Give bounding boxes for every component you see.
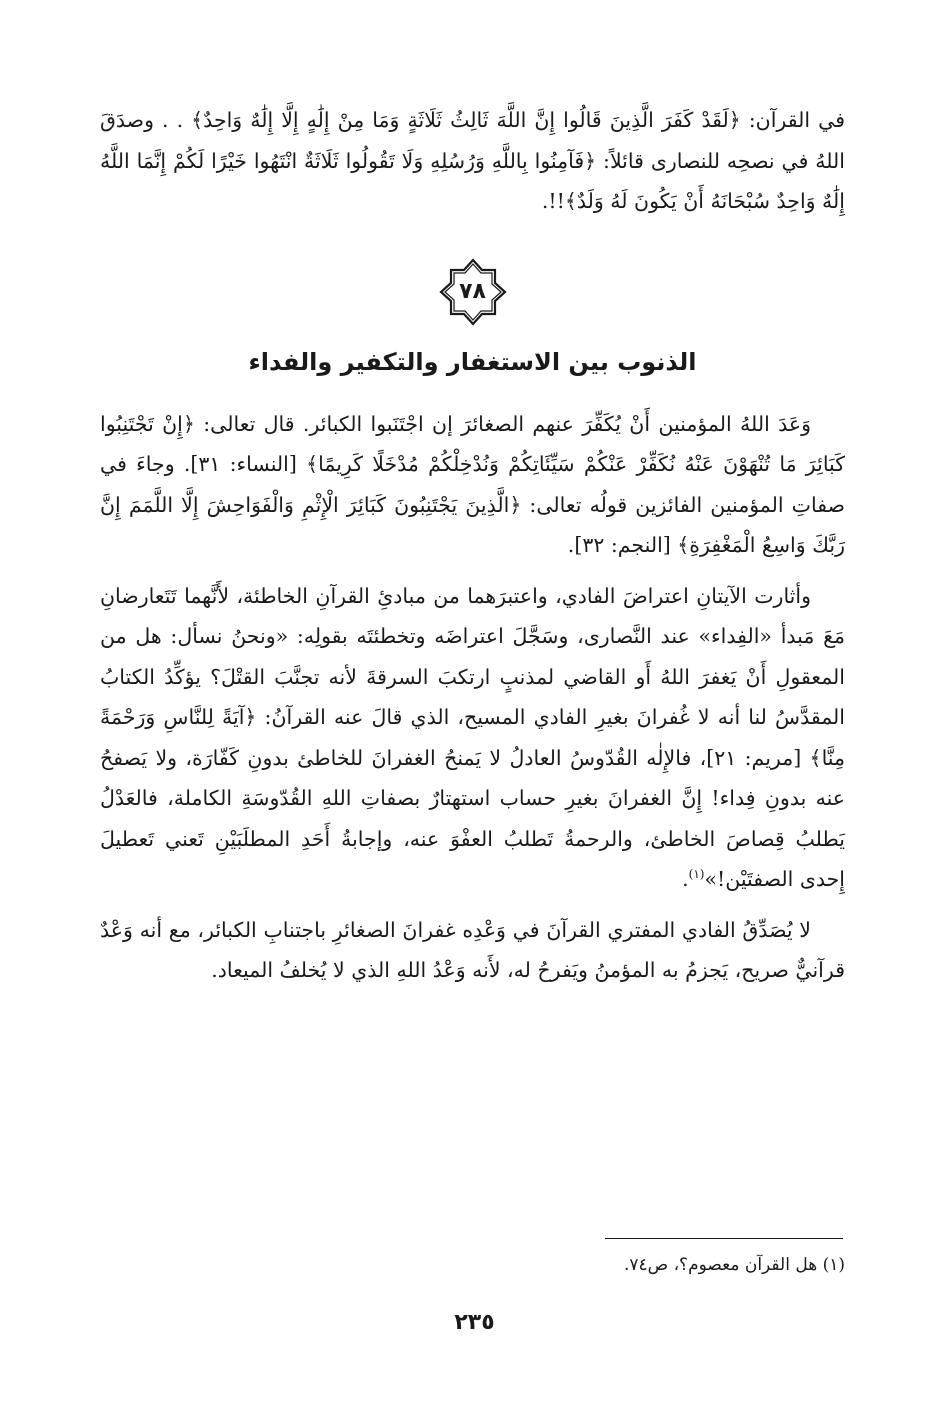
section-title: الذنوب بين الاستغفار والتكفير والفداء: [248, 347, 697, 376]
page-body: [100, 100, 845, 991]
section-number-badge: [437, 256, 509, 328]
intro-paragraph: في القرآن: ﴿لَقَدْ كَفَرَ الَّذِينَ قَالُوا إِنَّ اللَّهَ ثَالِثُ ثَلَاثَةٍ وَمَا مِنْ إِلَٰهٍ إِلَّا إِلَٰهٌ وَاحِدٌ﴾ . . وصدَقَ اللهُ في نصحِه للنصارى قائلاً: ﴿فَآمِنُوا بِاللَّهِ وَرُسُلِهِ وَلَا تَقُولُوا ثَلَاثَةٌ انْتَهُوا خَيْرًا لَكُمْ إِنَّمَا اللَّهُ إِلَٰهٌ وَاحِدٌ سُبْحَانَهُ أَنْ يَكُونَ لَهُ وَلَدٌ﴾!!.: [100, 108, 845, 213]
footnote-divider: [605, 1238, 843, 1239]
paragraph-3: لا يُصَدِّقُ الفادي المفتري القرآنَ في وَعْدِه غفرانَ الصغائرِ باجتنابِ الكبائر، مع أنه وَعْدٌ قرآنيٌّ صريح، يَجزمُ به المؤمنُ ويَفرحُ له، لأَنه وَعْدُ اللهِ الذي لا يُخلفُ الميعاد.: [100, 917, 845, 982]
page-number: ٢٣٥: [454, 1310, 495, 1335]
section-number: ٧٨: [459, 279, 486, 304]
paragraph-2: وأثارت الآيتانِ اعتراضَ الفادي، واعتبرَهما من مبادئِ القرآنِ الخاطئة، لأَنَّهما تَتَعارضانِ مَعَ مَبدأ «الفِداء» عند النَّصارى، وسَجَّلَ اعتراضَه وتخطئتَه بقولِه: «ونحنُ نسأل: هل من المعقولِ أَنْ يَغفرَ اللهُ أَو القاضي لمذنبٍ ارتكبَ السرقةَ لأنه تجنَّبَ القتْلَ؟ يؤكِّدُ الكتابُ المقدَّسُ لنا أنه لا غُفرانَ بغيرِ الفادي المسيح، الذي قالَ عنه القرآنُ: ﴿آيَةً لِلنَّاسِ وَرَحْمَةً مِنَّا﴾ [مريم: ٢١]، فالإِلٰه القُدّوسُ العادلُ لا يَمنحُ الغفرانَ للخاطئ بدونِ كَفّارَة، ولا يَصفحُ عنه بدونِ فِداء! إِنَّ الغفرانَ بغيرِ حساب استهتارٌ بصفاتِ اللهِ القُدّوسَةِ الكاملة، فالعَدْلُ يَطلبُ قِصاصَ الخاطئ، والرحمةُ تَطلبُ العفْوَ عنه، وإجابةُ أَحَدِ المطلَبَيْنِ تَعني تَعطيلَ إِحدى الصفتَيْن!»$^{(١)}$.: [100, 583, 845, 891]
paragraph-1: وَعَدَ اللهُ المؤمنين أَنْ يُكَفِّرَ عنهم الصغائرَ إن اجْتَنَبوا الكبائر. قال تعالى: ﴿إِنْ تَجْتَنِبُوا كَبَائِرَ مَا تُنْهَوْنَ عَنْهُ نُكَفِّرْ عَنْكُمْ سَيِّئَاتِكُمْ وَنُدْخِلْكُمْ مُدْخَلًا كَرِيمًا﴾ [النساء: ٣١]. وجاءَ في صفاتِ المؤمنين الفائزين قولُه تعالى: ﴿الَّذِينَ يَجْتَنِبُونَ كَبَائِرَ الْإِثْمِ وَالْفَوَاحِشَ إِلَّا اللَّمَمَ إِنَّ رَبَّكَ وَاسِعُ الْمَغْفِرَةِ﴾ [النجم: ٣٢].: [100, 411, 846, 557]
footnote-reference[interactable]: (١): [688, 867, 705, 882]
footnote: (١) هل القرآن معصوم؟، ص٧٤.: [623, 1255, 845, 1275]
paragraph-2-text: وأثارت الآيتانِ اعتراضَ الفادي، واعتبرَهما من مبادئِ القرآنِ الخاطئة، لأَنَّهما تَتَعارضانِ مَعَ مَبدأ «الفِداء» عند النَّصارى، وسَجَّلَ اعتراضَه وتخطئتَه بقولِه: «ونحنُ نسأل: هل من المعقولِ أَنْ يَغفرَ اللهُ أَو القاضي لمذنبٍ ارتكبَ السرقةَ لأنه تجنَّبَ القتْلَ؟ يؤكِّدُ الكتابُ المقدَّسُ لنا أنه لا غُفرانَ بغيرِ الفادي المسيح، الذي قالَ عنه القرآنُ: ﴿آيَةً لِلنَّاسِ وَرَحْمَةً مِنَّا﴾ [مريم: ٢١]، فالإِلٰه القُدّوسُ العادلُ لا يَمنحُ الغفرانَ للخاطئ بدونِ كَفّارَة، ولا يَصفحُ عنه بدونِ فِداء! إِنَّ الغفرانَ بغيرِ حساب استهتارٌ بصفاتِ اللهِ القُدّوسَةِ الكاملة، فالعَدْلُ يَطلبُ قِصاصَ الخاطئ، والرحمةُ تَطلبُ العفْوَ عنه، وإجابةُ أَحَدِ المطلَبَيْنِ تَعني تَعطيلَ إِحدى الصفتَيْن!»: [100, 583, 845, 891]
